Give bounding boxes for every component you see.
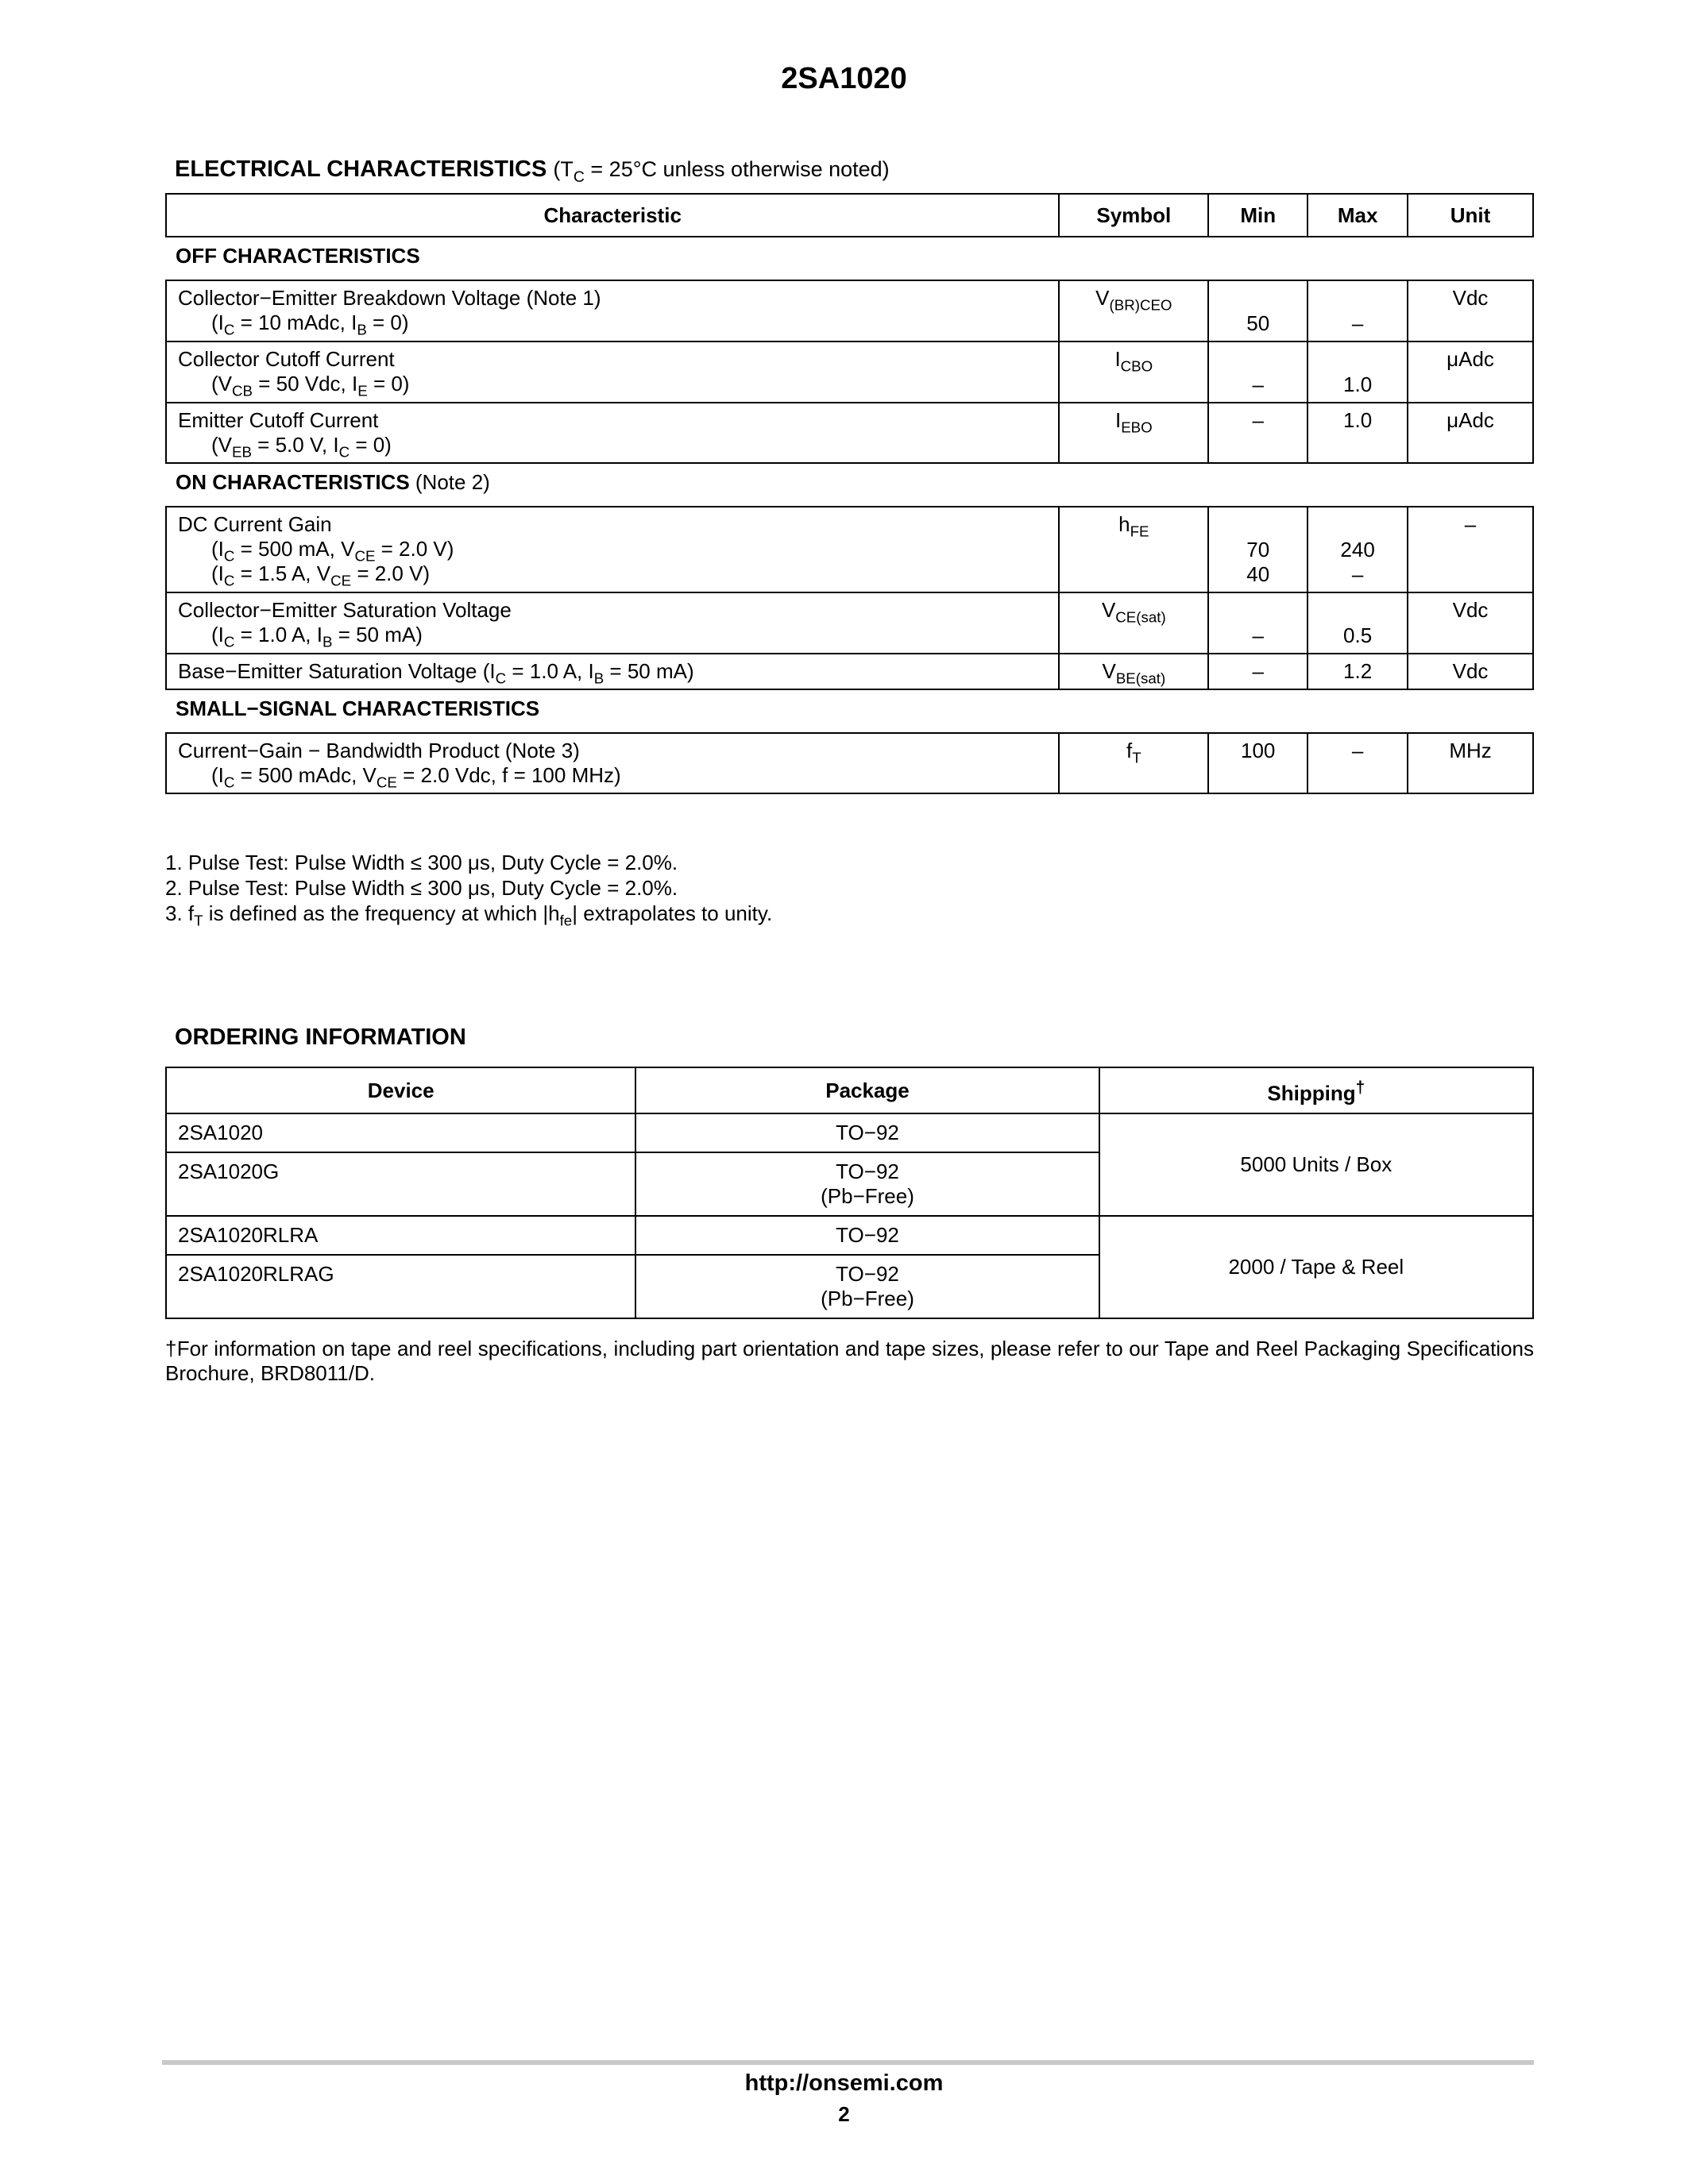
dagger-mark: † xyxy=(1355,1078,1365,1097)
on-characteristics-heading: ON CHARACTERISTICS (Note 2) xyxy=(176,470,490,494)
col-symbol: Symbol xyxy=(1059,194,1208,237)
table-row: 2SA1020RLRA TO−92 2000 / Tape & Reel xyxy=(166,1216,1533,1255)
table-row: Current−Gain − Bandwidth Product (Note 3) ($I_C = 500$ mAdc, $V_{CE} = 2.0$ Vdc, f = 100 MHz) $f_T$ 100 – MHz xyxy=(166,733,1533,793)
note-2: 2. Pulse Test: Pulse Width ≤ 300 μs, Duty Cycle = 2.0%. xyxy=(165,876,678,900)
table-row: Collector Cutoff Current ($V_{CB} = 50$ Vdc, $I_E = 0$) $I_{CBO}$ – 1.0 μAdc xyxy=(166,341,1533,403)
table-row: DC Current Gain ($I_C = 500$ mA, $V_{CE} = 2.0$ V) ($I_C = 1.5$ A, $V_{CE} = 2.0$ V) $h_{FE}$ 70 40 240 – – xyxy=(166,507,1533,592)
col-device: Device xyxy=(166,1067,635,1113)
electrical-characteristics-title xyxy=(175,156,890,186)
ordering-information-title: ORDERING INFORMATION xyxy=(175,1024,466,1050)
col-characteristic: Characteristic xyxy=(166,194,1059,237)
electrical-title-text: ELECTRICAL CHARACTERISTICS xyxy=(175,156,547,182)
col-unit: Unit xyxy=(1408,194,1533,237)
off-characteristics-heading: OFF CHARACTERISTICS xyxy=(176,244,420,268)
small-signal-heading: SMALL−SIGNAL CHARACTERISTICS xyxy=(176,696,540,720)
table-row: 2SA1020 TO−92 5000 Units / Box xyxy=(166,1113,1533,1152)
table-row: 2SA1020RLRAG TO−92 (Pb−Free) xyxy=(166,1255,1533,1318)
page-number: 2 xyxy=(838,2102,850,2126)
note-3: 3. $f_T$ is defined as the frequency at which $|h_{fe}|$ extrapolates to unity. xyxy=(165,901,773,929)
shipping-box: 5000 Units / Box xyxy=(1099,1113,1533,1216)
electrical-notes xyxy=(165,850,773,929)
footer-divider xyxy=(162,2060,1534,2065)
table-row: Base−Emitter Saturation Voltage ($I_C = 1.0$ A, $I_B = 50$ mA) $V_{BE(sat)}$ – 1.2 Vdc xyxy=(166,654,1533,689)
ordering-information-table xyxy=(165,1067,1534,1319)
table-row: 2SA1020G TO−92 (Pb−Free) xyxy=(166,1152,1533,1216)
ordering-footnote: †For information on tape and reel specifications, including part orientation and tape sizes, please refer to our Tape and Reel Packaging Specifications Brochure, BRD8011/D. xyxy=(165,1337,1534,1385)
col-max: Max xyxy=(1308,194,1408,237)
shipping-reel: 2000 / Tape & Reel xyxy=(1099,1216,1533,1318)
table-row: Emitter Cutoff Current ($V_{EB} = 5.0$ V, $I_C = 0$) $I_{EBO}$ – 1.0 μAdc xyxy=(166,403,1533,463)
col-min: Min xyxy=(1208,194,1308,237)
note-1: 1. Pulse Test: Pulse Width ≤ 300 μs, Duty Cycle = 2.0%. xyxy=(165,851,678,874)
electrical-characteristics-table xyxy=(165,193,1534,794)
table-row: Collector−Emitter Saturation Voltage ($I_C = 1.0$ A, $I_B = 50$ mA) $V_{CE(sat)}$ – 0.5 Vdc xyxy=(166,592,1533,654)
page-title: 2SA1020 xyxy=(781,62,907,95)
table-row: Collector−Emitter Breakdown Voltage (Note 1) ($I_C = 10$ mAdc, $I_B = 0$) $V_{(BR)CEO}$ 50 – Vdc xyxy=(166,280,1533,341)
col-shipping: Shipping† xyxy=(1099,1067,1533,1113)
footer-url[interactable]: http://onsemi.com xyxy=(744,2070,944,2096)
col-package: Package xyxy=(635,1067,1099,1113)
electrical-condition: ($T_C = 25^\circ C$ unless otherwise noted) xyxy=(553,157,890,186)
